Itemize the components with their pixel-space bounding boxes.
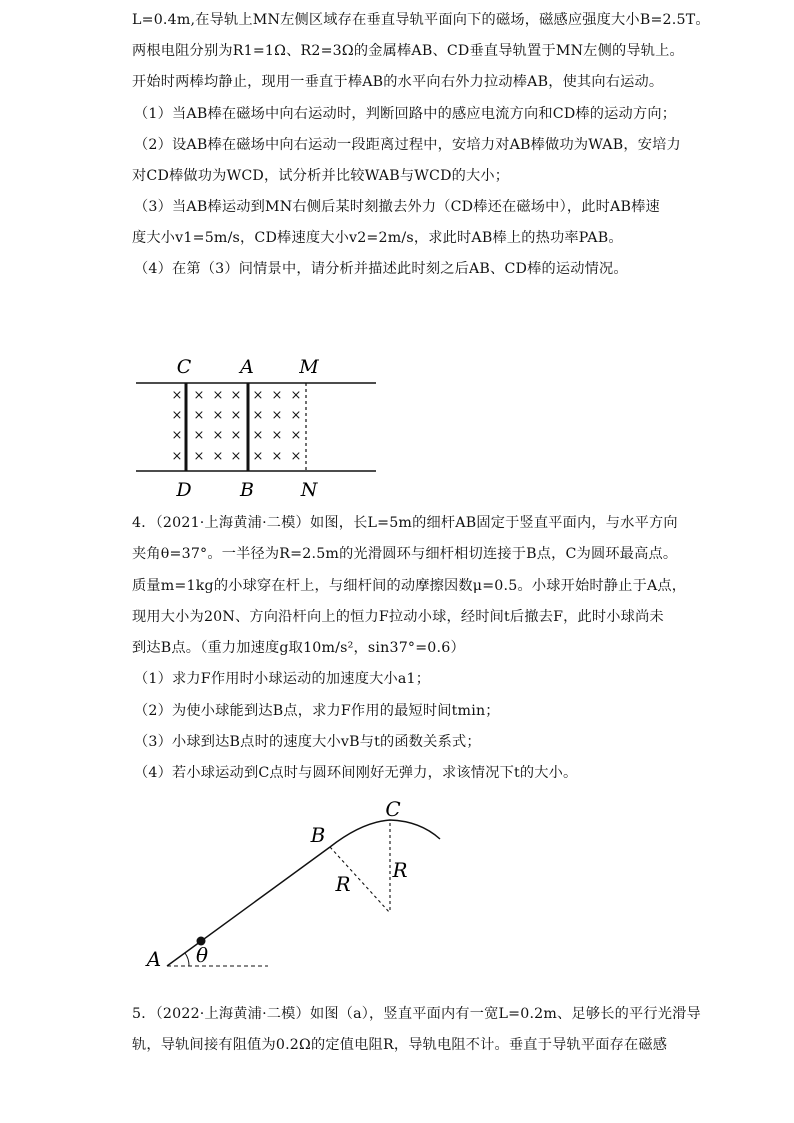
theta-arc [185,953,189,966]
q4-line-4: 现用大小为20N、方向沿杆向上的恒力F拉动小球，经时间t后撤去F，此时小球尚未 [132,609,664,625]
label-d: D [176,479,192,501]
field-mark: × [230,428,242,443]
label-c-point: C [385,797,401,821]
q3-part-2-cont: 对CD棒做功为WCD，试分析并比较WAB与WCD的大小； [132,168,510,184]
field-mark: × [171,428,183,443]
rails-field-figure [130,350,390,505]
field-mark: × [252,388,264,403]
field-mark: × [193,449,205,464]
label-n: N [300,479,318,501]
q5-line-2: 轨，导轨间接有阻值为0.2Ω的定值电阻R，导轨电阻不计。垂直于导轨平面存在磁感 [132,1037,668,1053]
magnetic-field-marks [172,388,302,464]
q4-part-4: （4）若小球运动到C点时与圆环间刚好无弹力，求该情况下t的大小。 [134,765,578,781]
label-c: C [176,356,192,378]
field-mark: × [271,428,283,443]
label-b: B [240,479,254,501]
q4-line-3: 质量m=1kg的小球穿在杆上，与细杆间的动摩擦因数μ=0.5。小球开始时静止于A点， [132,578,687,594]
q4-line-5: 到达B点。（重力加速度g取10m/s²，sin37°=0.6） [132,640,465,656]
incline-ring-figure [140,795,460,980]
field-mark: × [230,388,242,403]
field-mark: × [290,428,302,443]
field-mark: × [290,388,302,403]
field-mark: × [212,388,224,403]
label-m: M [299,356,319,378]
q5-line-1: 5．（2022·上海黄浦·二模）如图（a），竖直平面内有一宽L=0.2m、足够长的平行光滑导 [132,1006,701,1022]
q4-line-1: 4．（2021·上海黄浦·二模）如图，长L=5m的细杆AB固定于竖直平面内，与水平方向 [132,515,678,531]
label-b-point: B [310,823,326,847]
field-mark: × [290,408,302,423]
q4-line-2: 夹角θ=37°。一半径为R=2.5m的光滑圆环与细杆相切连接于B点，C为圆环最高点。 [132,546,678,562]
q3-line-3: 开始时两棒均静止，现用一垂直于棒AB的水平向右外力拉动棒AB，使其向右运动。 [132,74,664,90]
field-mark: × [271,388,283,403]
field-mark: × [290,449,302,464]
q3-part-2: （2）设AB棒在磁场中向右运动一段距离过程中，安培力对AB棒做功为WAB，安培力 [134,137,681,153]
label-a-point: A [146,947,162,971]
q3-part-1: （1）当AB棒在磁场中向右运动时，判断回路中的感应电流方向和CD棒的运动方向； [134,106,677,122]
label-a: A [240,356,254,378]
field-mark: × [193,408,205,423]
field-mark: × [171,408,183,423]
field-mark: × [252,449,264,464]
field-mark: × [212,449,224,464]
q3-part-3: （3）当AB棒运动到MN右侧后某时刻撤去外力（CD棒还在磁场中），此时AB棒速 [134,199,660,215]
q4-part-1: （1）求力F作用时小球运动的加速度大小a1； [134,671,431,687]
q3-line-1: L=0.4m,在导轨上MN左侧区域存在垂直导轨平面向下的磁场，磁感应强度大小B=2.5T。 [132,12,710,28]
field-mark: × [252,428,264,443]
field-mark: × [171,388,183,403]
field-mark: × [212,408,224,423]
label-theta: θ [195,943,209,967]
label-r-slant: R [335,872,351,896]
q3-line-2: 两根电阻分别为R1=1Ω、R2=3Ω的金属棒AB、CD垂直导轨置于MN左侧的导轨上。 [132,43,684,59]
field-mark: × [230,449,242,464]
field-mark: × [252,408,264,423]
q4-part-2: （2）为使小球能到达B点，求力F作用的最短时间tmin； [134,703,500,719]
q4-part-3: （3）小球到达B点时的速度大小vB与t的函数关系式； [134,734,481,750]
label-r-vertical: R [392,858,408,882]
field-mark: × [171,449,183,464]
ring-arc [330,820,440,847]
field-mark: × [230,408,242,423]
field-mark: × [271,408,283,423]
incline-rod [167,847,330,966]
q3-part-3-cont: 度大小v1=5m/s，CD棒速度大小v2=2m/s，求此时AB棒上的热功率PAB。 [132,230,623,246]
field-mark: × [193,388,205,403]
field-mark: × [271,449,283,464]
q3-part-4: （4）在第（3）问情景中，请分析并描述此时刻之后AB、CD棒的运动情况。 [134,261,628,277]
field-mark: × [193,428,205,443]
field-mark: × [212,428,224,443]
